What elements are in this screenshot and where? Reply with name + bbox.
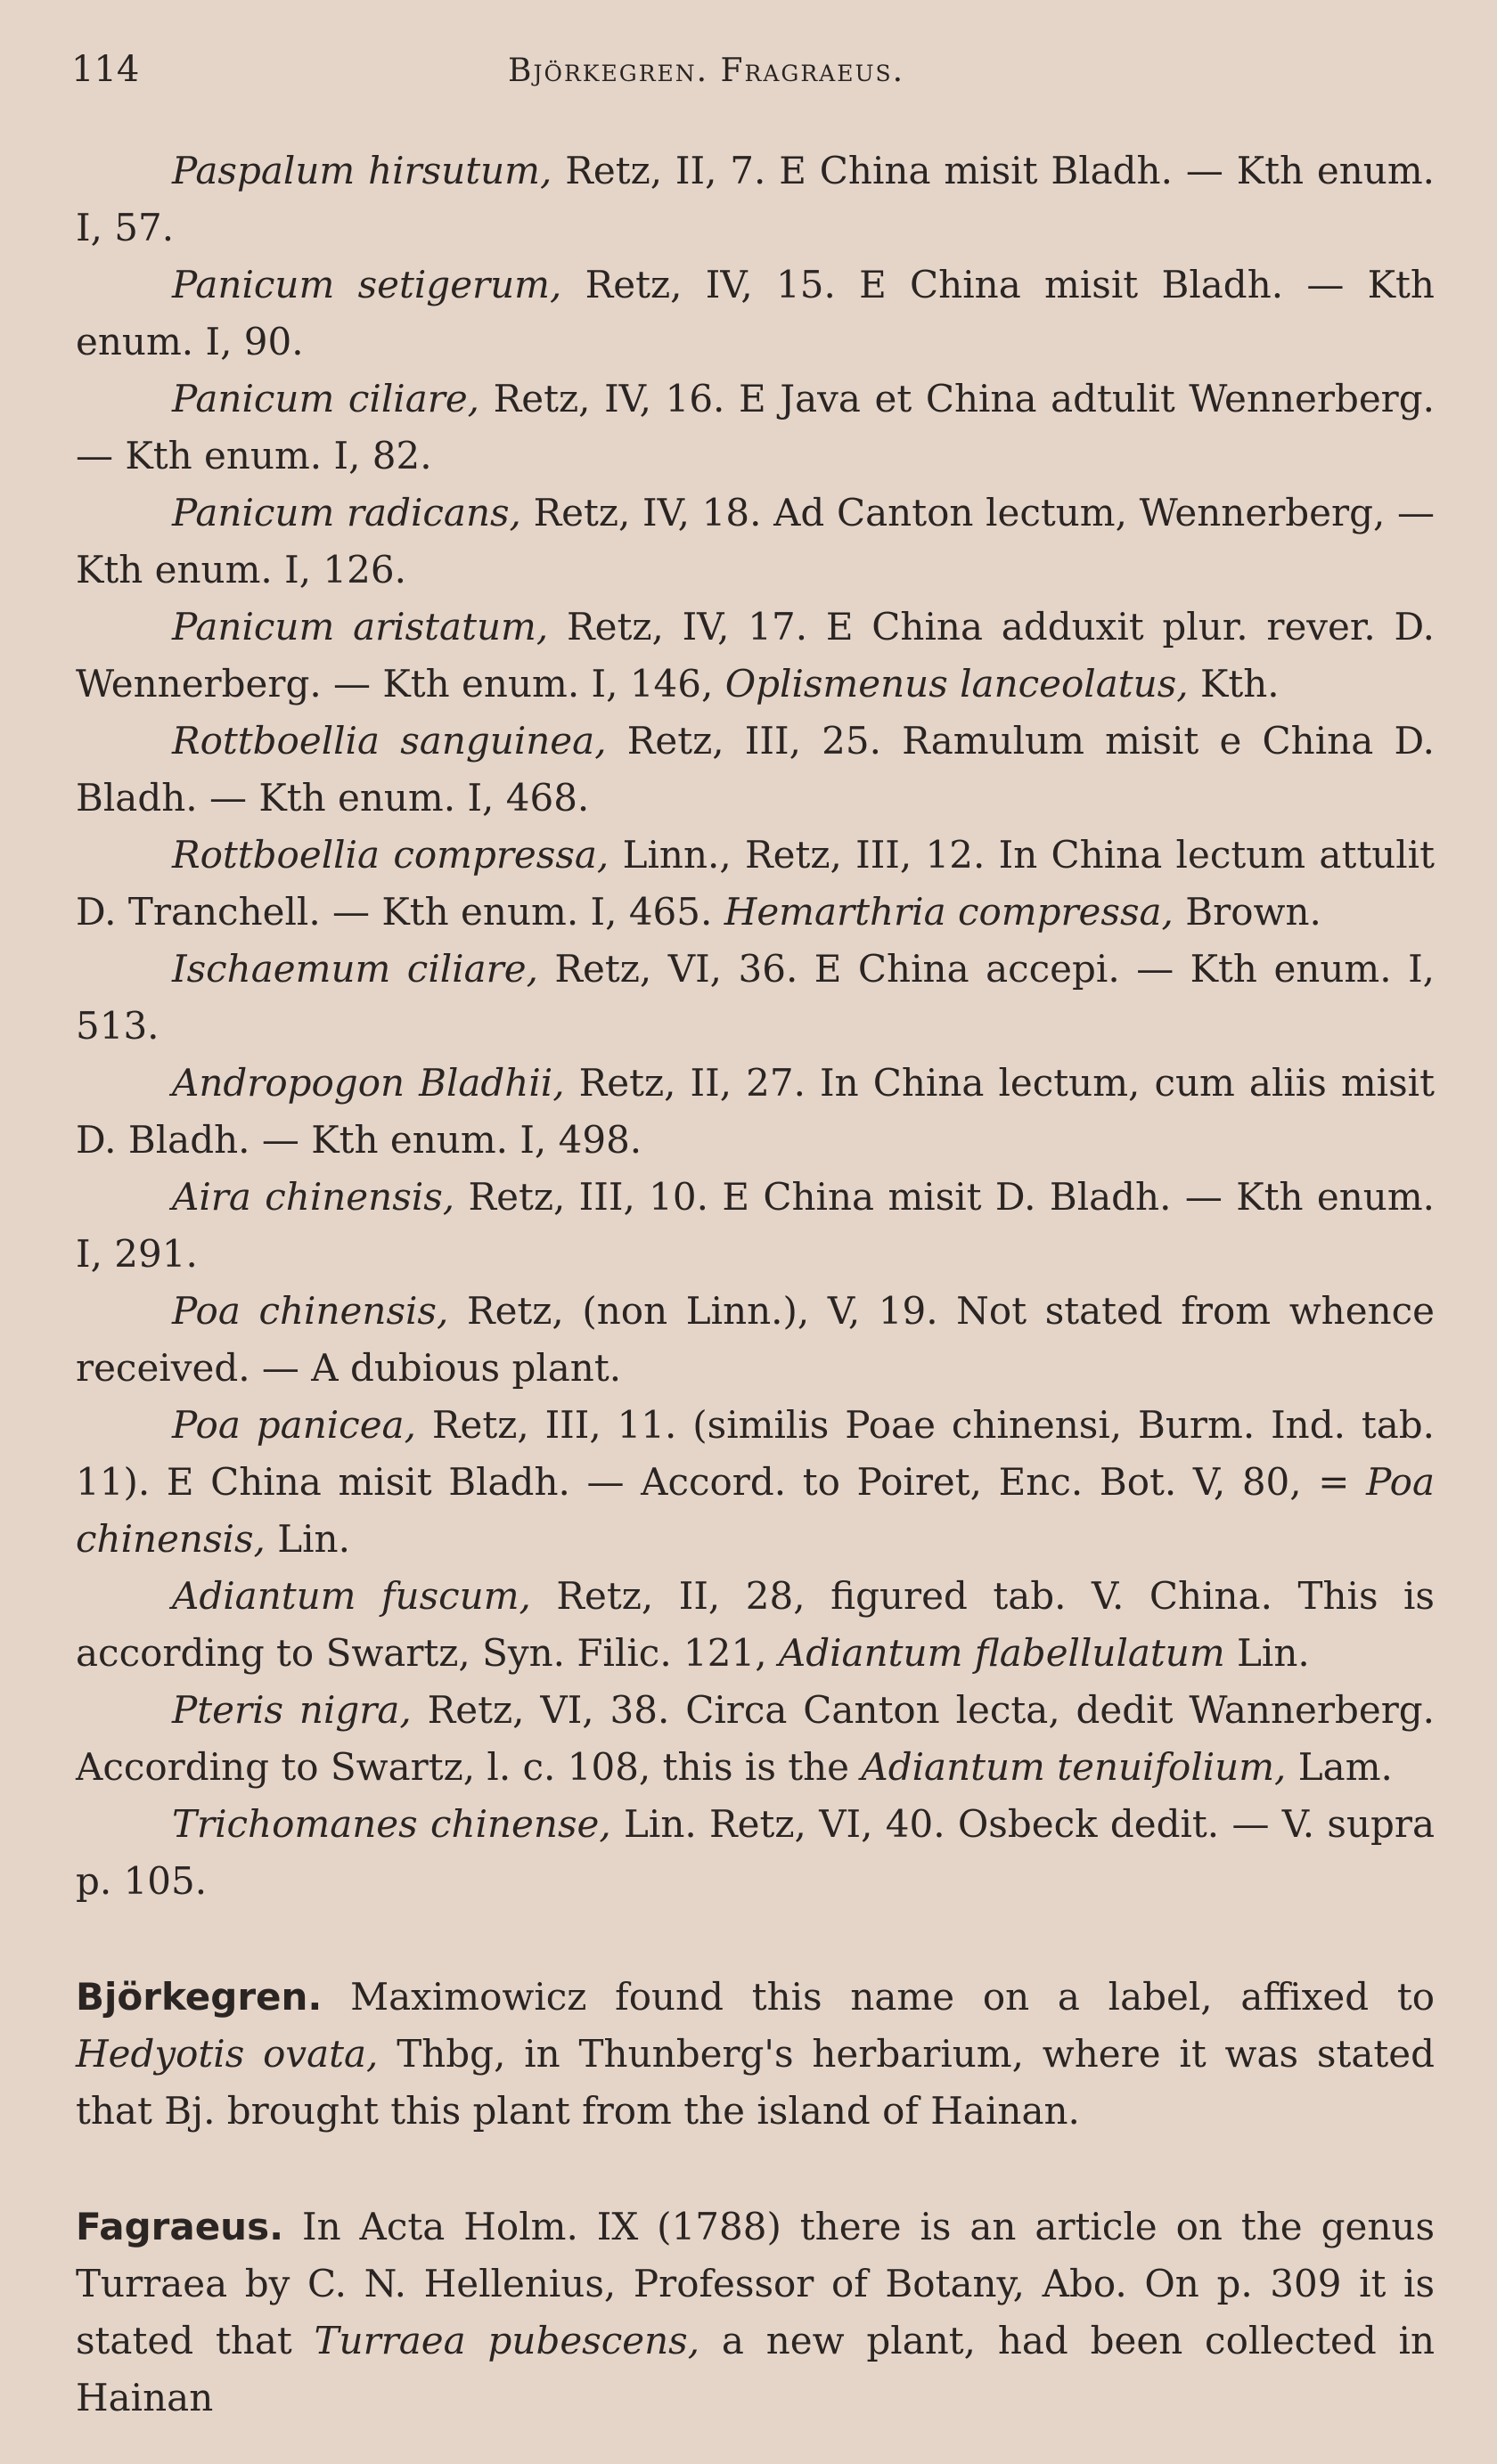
species-entry — [76, 485, 1435, 599]
species-name: Rottboellia compressa, — [172, 833, 609, 877]
section-text: Maximowicz found this name on a label, affixed to — [322, 1975, 1435, 2019]
species-entry — [76, 371, 1435, 485]
species-entry — [76, 257, 1435, 371]
biography-section — [76, 1969, 1435, 2140]
species-entry — [76, 713, 1435, 827]
species-name: Pteris nigra, — [172, 1688, 412, 1732]
species-entry — [76, 1169, 1435, 1283]
page-body — [76, 143, 1435, 2464]
entry-text: Retz, IV, 18. Ad Canton lectum, Wennerberg, — Kth enum. I, 126. — [76, 491, 1435, 592]
entry-text: Retz, (non Linn.), V, 19. Not stated from whence received. — A dubious plant. — [76, 1289, 1435, 1390]
section-text: Thbg, in Thunberg's herbarium, where it was stated that Bj. brought this plant from the island of Hainan. — [76, 2032, 1436, 2133]
page-header — [71, 49, 1435, 102]
species-entry — [76, 599, 1435, 713]
species-name: Hedyotis ovata, — [76, 2032, 379, 2076]
species-entry — [76, 1568, 1435, 1682]
species-name: Panicum ciliare, — [172, 377, 480, 420]
synonym-name: Adiantum flabellulatum — [778, 1631, 1225, 1675]
species-name: Ischaemum ciliare, — [172, 947, 538, 991]
entry-text: Retz, III, 10. E China misit D. Bladh. — Kth enum. I, 291. — [76, 1175, 1435, 1276]
synonym-name: Poa chinensis, — [76, 1460, 1435, 1561]
entry-text: Retz, VI, 36. E China accepi. — Kth enum. I, 513. — [76, 947, 1436, 1048]
species-name: Andropogon Bladhii, — [172, 1061, 565, 1105]
section-text: a new plant, had been collected in Hainan — [76, 2319, 1436, 2419]
entry-text: Retz, IV, 15. E China misit Bladh. — Kth enum. I, 90. — [76, 263, 1435, 363]
running-title: Björkegren. Fragraeus. — [508, 53, 905, 89]
entry-text: Lin. — [1224, 1631, 1310, 1675]
species-name: Rottboellia sanguinea, — [172, 719, 607, 763]
species-name: Panicum setigerum, — [172, 263, 562, 306]
entry-text: Retz, III, 25. Ramulum misit e China D. Bladh. — Kth enum. I, 468. — [76, 719, 1435, 820]
section-heading: Björkegren. — [76, 1975, 323, 2019]
entry-text: Retz, VI, 38. Circa Canton lecta, dedit Wannerberg. According to Swartz, l. c. 108, this is the — [76, 1688, 1436, 1789]
entry-text: Retz, II, 7. E China misit Bladh. — Kth enum. I, 57. — [76, 149, 1435, 249]
entry-text: Retz, IV, 17. E China adduxit plur. rever. D. Wennerberg. — Kth enum. I, 146, — [76, 605, 1435, 706]
entry-text: Lam. — [1286, 1745, 1393, 1789]
species-entry — [76, 143, 1435, 257]
species-name: Turraea pubescens, — [314, 2319, 700, 2362]
entry-text: Retz, III, 11. (similis Poae chinensi, Burm. Ind. tab. 11). E China misit Bladh. — Accord. to Poiret, Enc. Bot. V, 80, = — [76, 1403, 1435, 1504]
biography-section — [76, 2199, 1435, 2427]
species-entry — [76, 1796, 1435, 1910]
species-name: Adiantum fuscum, — [172, 1574, 531, 1618]
species-entry — [76, 941, 1435, 1055]
section-text: In Acta Holm. IX (1788) there is an article on the genus Turraea by C. N. Hellenius, Professor of Botany, Abo. On p. 309 it is stated that — [76, 2205, 1435, 2362]
entry-text: Kth. — [1188, 662, 1280, 706]
species-name: Paspalum hirsutum, — [172, 149, 552, 192]
entry-text: Lin. Retz, VI, 40. Osbeck dedit. — V. supra p. 105. — [76, 1802, 1435, 1903]
species-name: Aira chinensis, — [172, 1175, 455, 1219]
entry-text: Lin. — [265, 1517, 350, 1561]
species-entry — [76, 1397, 1435, 1568]
section-heading: Fagraeus. — [76, 2205, 284, 2248]
species-name: Poa panicea, — [172, 1403, 416, 1447]
species-name: Poa chinensis, — [172, 1289, 449, 1333]
species-name: Trichomanes chinense, — [172, 1802, 611, 1846]
entry-text: Retz, II, 28, figured tab. V. China. This is according to Swartz, Syn. Filic. 121, — [76, 1574, 1435, 1675]
species-entry — [76, 827, 1435, 941]
species-name: Panicum radicans, — [172, 491, 521, 534]
species-entry — [76, 1283, 1435, 1397]
entry-text: Brown. — [1173, 890, 1321, 934]
page-number: 114 — [71, 49, 140, 90]
entry-text: Linn., Retz, III, 12. In China lectum attulit D. Tranchell. — Kth enum. I, 465. — [76, 833, 1435, 934]
synonym-name: Adiantum tenuifolium, — [861, 1745, 1287, 1789]
species-entry — [76, 1682, 1435, 1796]
species-entry — [76, 1055, 1435, 1169]
synonym-name: Oplismenus lanceolatus, — [724, 662, 1189, 706]
synonym-name: Hemarthria compressa, — [724, 890, 1174, 934]
entry-text: Retz, II, 27. In China lectum, cum aliis misit D. Bladh. — Kth enum. I, 498. — [76, 1061, 1435, 1162]
entry-text: Retz, IV, 16. E Java et China adtulit Wennerberg. — Kth enum. I, 82. — [76, 377, 1435, 477]
species-name: Panicum aristatum, — [172, 605, 549, 649]
